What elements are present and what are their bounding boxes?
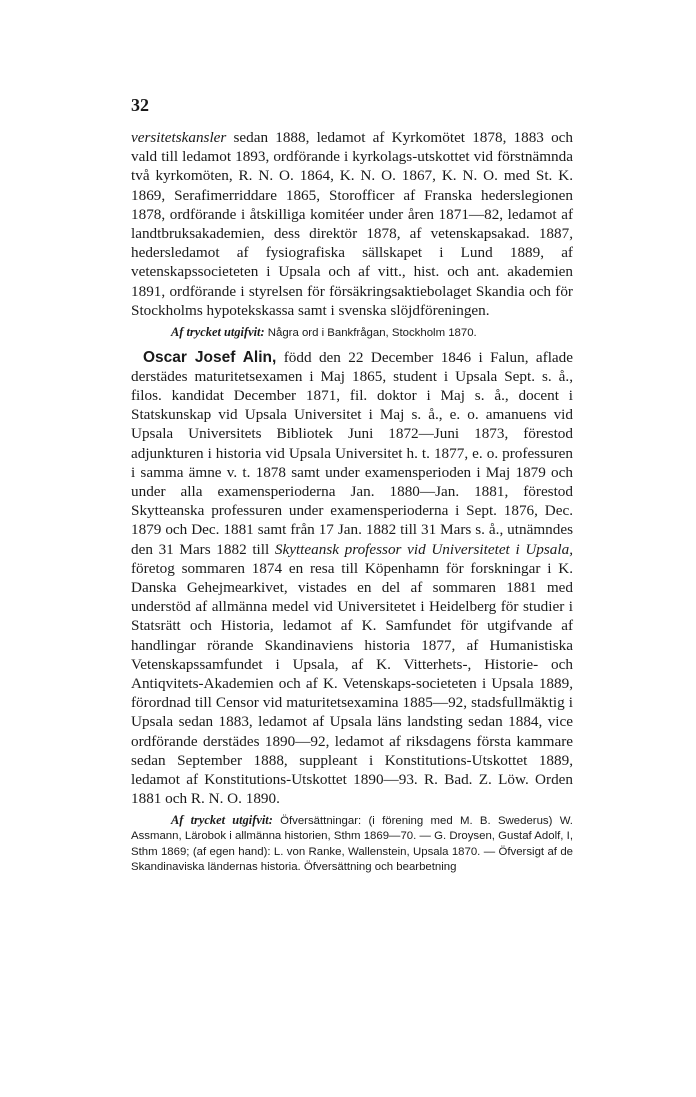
bibliography-note [131,813,573,876]
person-name: Oscar Josef Alin, [143,348,277,366]
bibliography-note [131,325,573,342]
entry-body-text: sedan 1888, ledamot af Kyrkomötet 1878, 1883 och vald till ledamot 1893, ordförande i kyrkolags-utskottet vid förstnämnda två kyrkomöten, R. N. O. 1864, K. N. O. 1867, K. N. O. med St. K. 1869, Serafimerriddare 1865, Storofficer af Franska hederslegionen 1878, ordförande i åtskilliga komitéer under åren 1871—82, ledamot af landtbruksakademien, dess direktör 1878, af vetenskapsakad. 1887, hedersledamot af fysiografiska sällskapet i Lund 1889, af vetenskapssocieteten i Upsala och af vitt., hist. och ant. akademien 1891, ordförande i styrelsen för försäkringsaktiebolaget Skandia och för Stockholms hypotekskassa samt i svenska slöjdföreningen. [131,129,573,319]
bibliography-text: Öfversättningar: (i förening med M. B. Swederus) W. Assmann, Lärobok i allmänna historien, Sthm 1869—70. — G. Droysen, Gustaf Adolf, I, Sthm 1869; (af egen hand): L. von Ranke, Wallenstein, Upsala 1870. — Öfversigt af de Skandinaviska ländernas historia. Öfversättning och bearbetning [131,814,573,874]
bibliography-label: Af trycket utgifvit: [171,812,273,827]
entry-title-italic: versitetskansler [131,129,227,146]
entry-body-text-part1: född den 22 December 1846 i Falun, aflade derstädes maturitetsexamen i Maj 1865, student i Upsala Sept. s. å., filos. kandidat December 1871, fil. doktor i Maj s. å., docent i Statskunskap vid Upsala Universitet i Maj s. å., e. o. amanuens vid Upsala Universitets Bibliotek Juni 1872—Juni 1873, förestod adjunkturen i historia vid Upsala Universitet h. t. 1877, e. o. professuren i samma ämne v. t. 1878 samt under examensperioden i Maj 1879 och under alla examensperioderna Jan. 1880—Jan. 1881, förestod Skytteanska professuren under examensperioderna i Sept. 1876, Dec. 1879 och Dec. 1881 samt från 17 Jan. 1882 till 31 Mars s. å., utnämndes den 31 Mars 1882 till [131,348,574,558]
page-number: 32 [131,95,149,115]
text-column [131,128,573,876]
entry-title-italic: Skytteansk professor vid Universitetet i Upsala, [274,540,573,558]
entry-body-text-part2: företog sommaren 1874 en resa till Köpenhamn för forskningar i K. Danska Gehejmearkivet, vistades en del af sommaren 1881 med understöd af allmänna medel vid Universitetet i Heidelberg för studier i Statsrätt och Historia, ledamot af K. Samfundet för utgifvande af handlingar rörande Skandinaviens historia 1877, af Humanistiska Vetenskapssamfundet i Upsala, af K. Vitterhets-, Historie- och Antiqvitets-Akademien och af K. Vetenskaps-societeten i Upsala 1889, förordnad till Censor vid maturitetsexamina 1885—92, stadsfullmäktig i Upsala sedan 1883, ledamot af Upsala läns landsting sedan 1884, vice ordförande derstädes 1890—92, ledamot af riksdagens första kammare sedan September 1888, suppleant i Konstitutions-Utskottet 1889, ledamot af Konstitutions-Utskottet 1890—93. R. Bad. Z. Löw. Orden 1881 och R. N. O. 1890. [131,559,573,808]
bibliography-label: Af trycket utgifvit: [171,325,265,340]
biography-entry-alin [131,348,573,809]
entry-continuation-paragraph [131,128,573,320]
bibliography-text: Några ord i Bankfrågan, Stockholm 1870. [264,327,477,340]
